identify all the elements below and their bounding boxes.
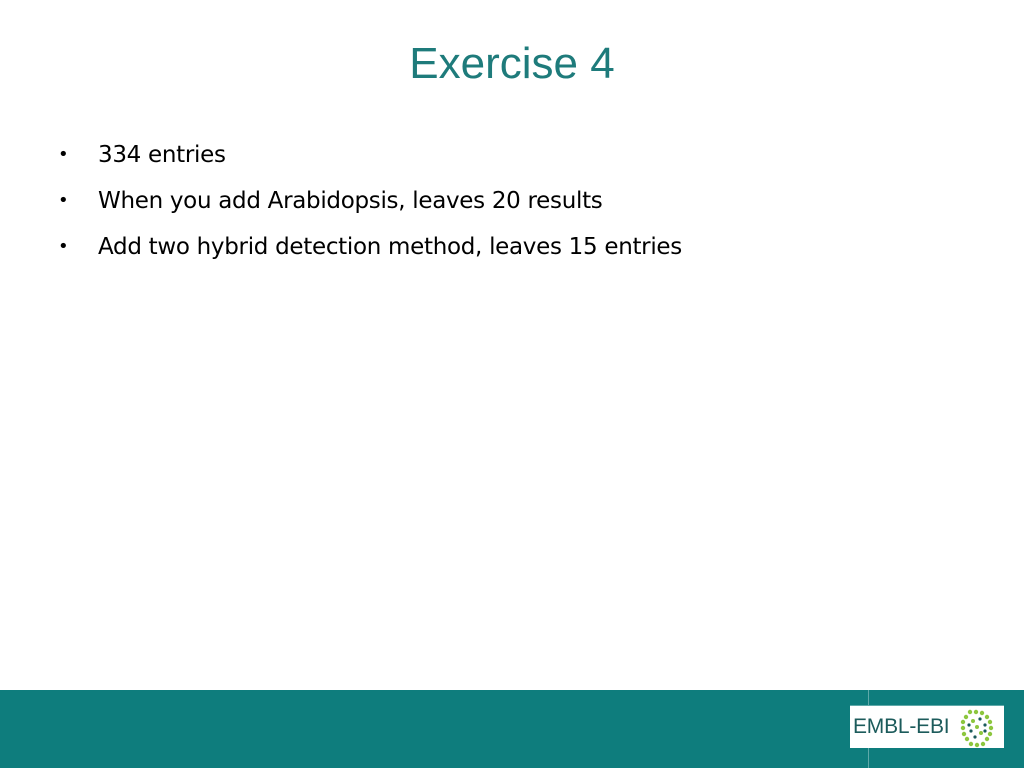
bullet-text: Add two hybrid detection method, leaves 15 entries bbox=[98, 234, 682, 260]
logo-text: EMBL-EBI bbox=[853, 715, 950, 738]
embl-ebi-logo bbox=[850, 706, 1004, 748]
bullet-text: When you add Arabidopsis, leaves 20 results bbox=[98, 188, 603, 214]
slide-title: Exercise 4 bbox=[409, 39, 615, 88]
dna-helix-icon bbox=[956, 708, 1000, 748]
bullet-symbol: • bbox=[58, 236, 69, 257]
bullet-symbol: • bbox=[58, 190, 69, 211]
bullet-symbol: • bbox=[58, 144, 69, 165]
bullet-text: 334 entries bbox=[98, 142, 226, 168]
footer-bar bbox=[0, 690, 1024, 768]
